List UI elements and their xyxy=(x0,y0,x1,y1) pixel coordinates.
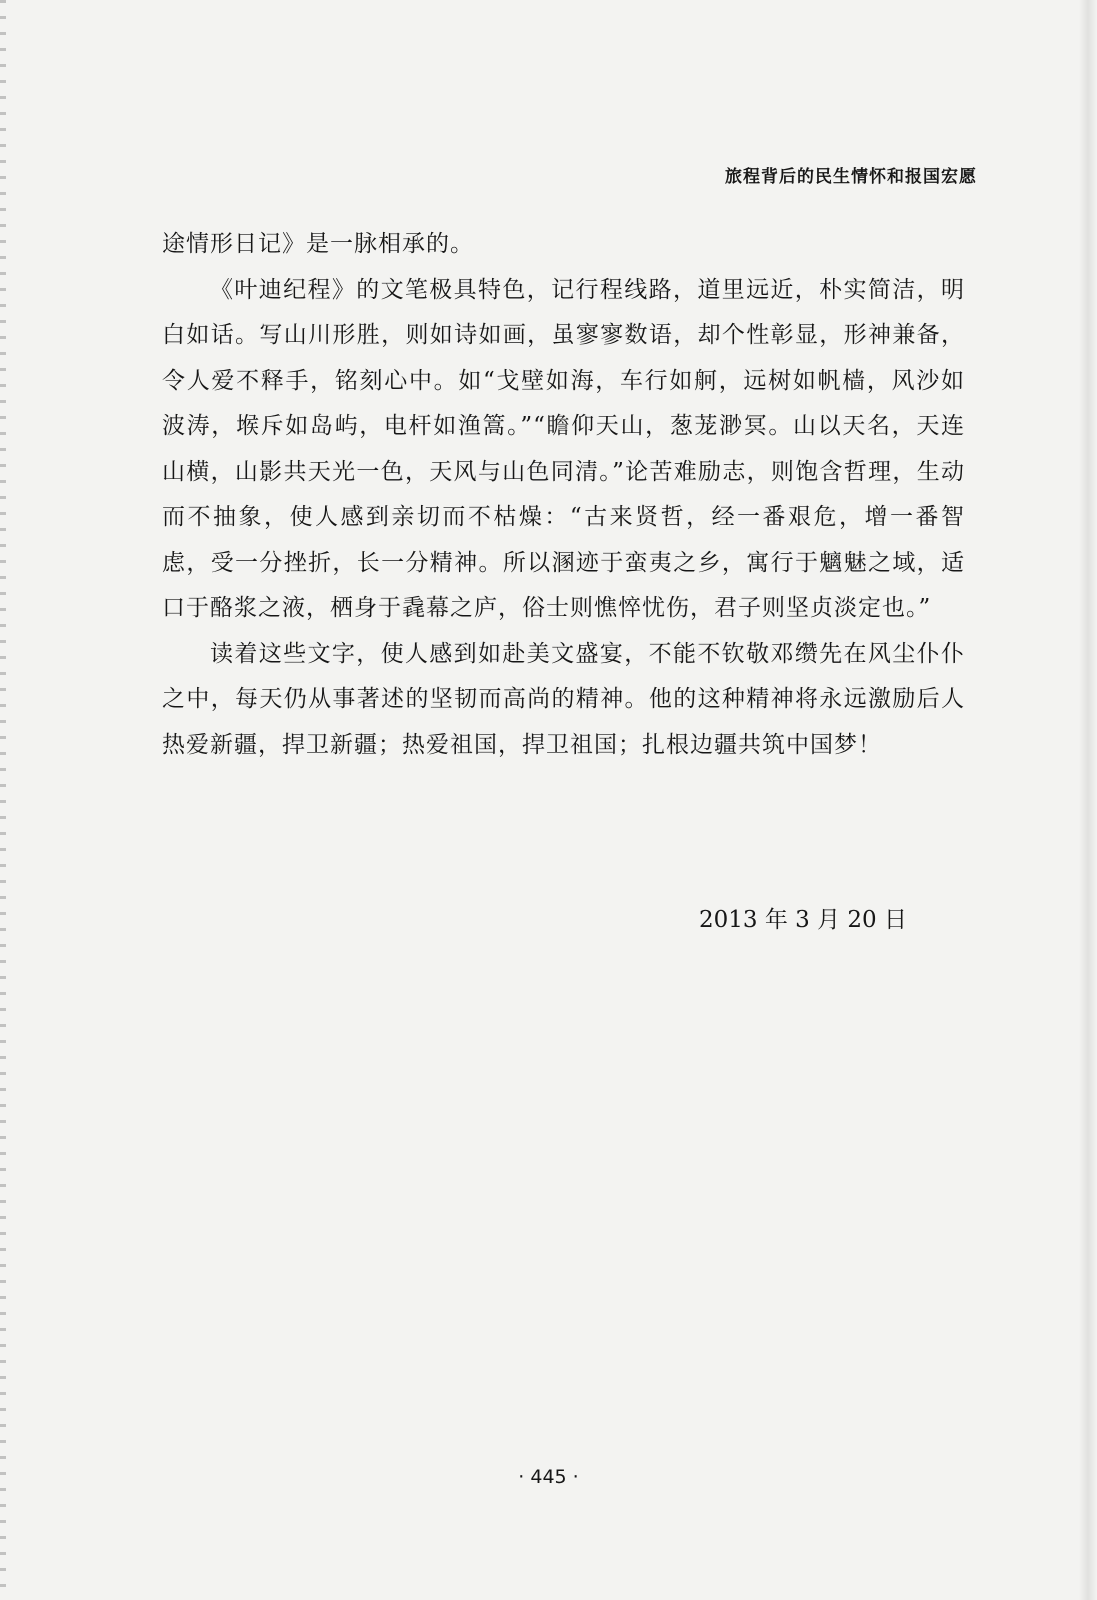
scan-right-edge xyxy=(1079,0,1097,1600)
date-line: 2013 年 3 月 20 日 xyxy=(699,907,907,933)
page-number: · 445 · xyxy=(518,1466,579,1488)
body-text xyxy=(162,222,965,768)
running-head: 旅程背后的民生情怀和报国宏愿 xyxy=(725,167,977,187)
paragraph-continuation: 途情形日记》是一脉相承的。 xyxy=(162,231,474,257)
paragraph-conclusion: 读着这些文字，使人感到如赴美文盛宴，不能不钦敬邓缵先在风尘仆仆之中，每天仍从事著述的坚韧而高尚的精神。他的这种精神将永远激励后人热爱新疆，捍卫新疆；热爱祖国，捍卫祖国；扎根边疆共筑中国梦！ xyxy=(162,640,965,758)
scan-left-edge xyxy=(0,0,6,1600)
paragraph-writing-style: 《叶迪纪程》的文笔极具特色，记行程线路，道里远近，朴实简洁，明白如话。写山川形胜，则如诗如画，虽寥寥数语，却个性彰显，形神兼备，令人爱不释手，铭刻心中。如“戈壁如海，车行如舸，远树如帆樯，风沙如波涛，堠斥如岛屿，电杆如渔篙。”“瞻仰天山，葱茏渺冥。山以天名，天连山横，山影共天光一色，天风与山色同清。”论苦难励志，则饱含哲理，生动而不抽象，使人感到亲切而不枯燥：“古来贤哲，经一番艰危，增一番智虑，受一分挫折，长一分精神。所以溷迹于蛮夷之乡，寓行于魑魅之域，适口于酪浆之液，栖身于毳幕之庐，俗士则憔悴忧伤，君子则坚贞淡定也。” xyxy=(162,276,965,621)
